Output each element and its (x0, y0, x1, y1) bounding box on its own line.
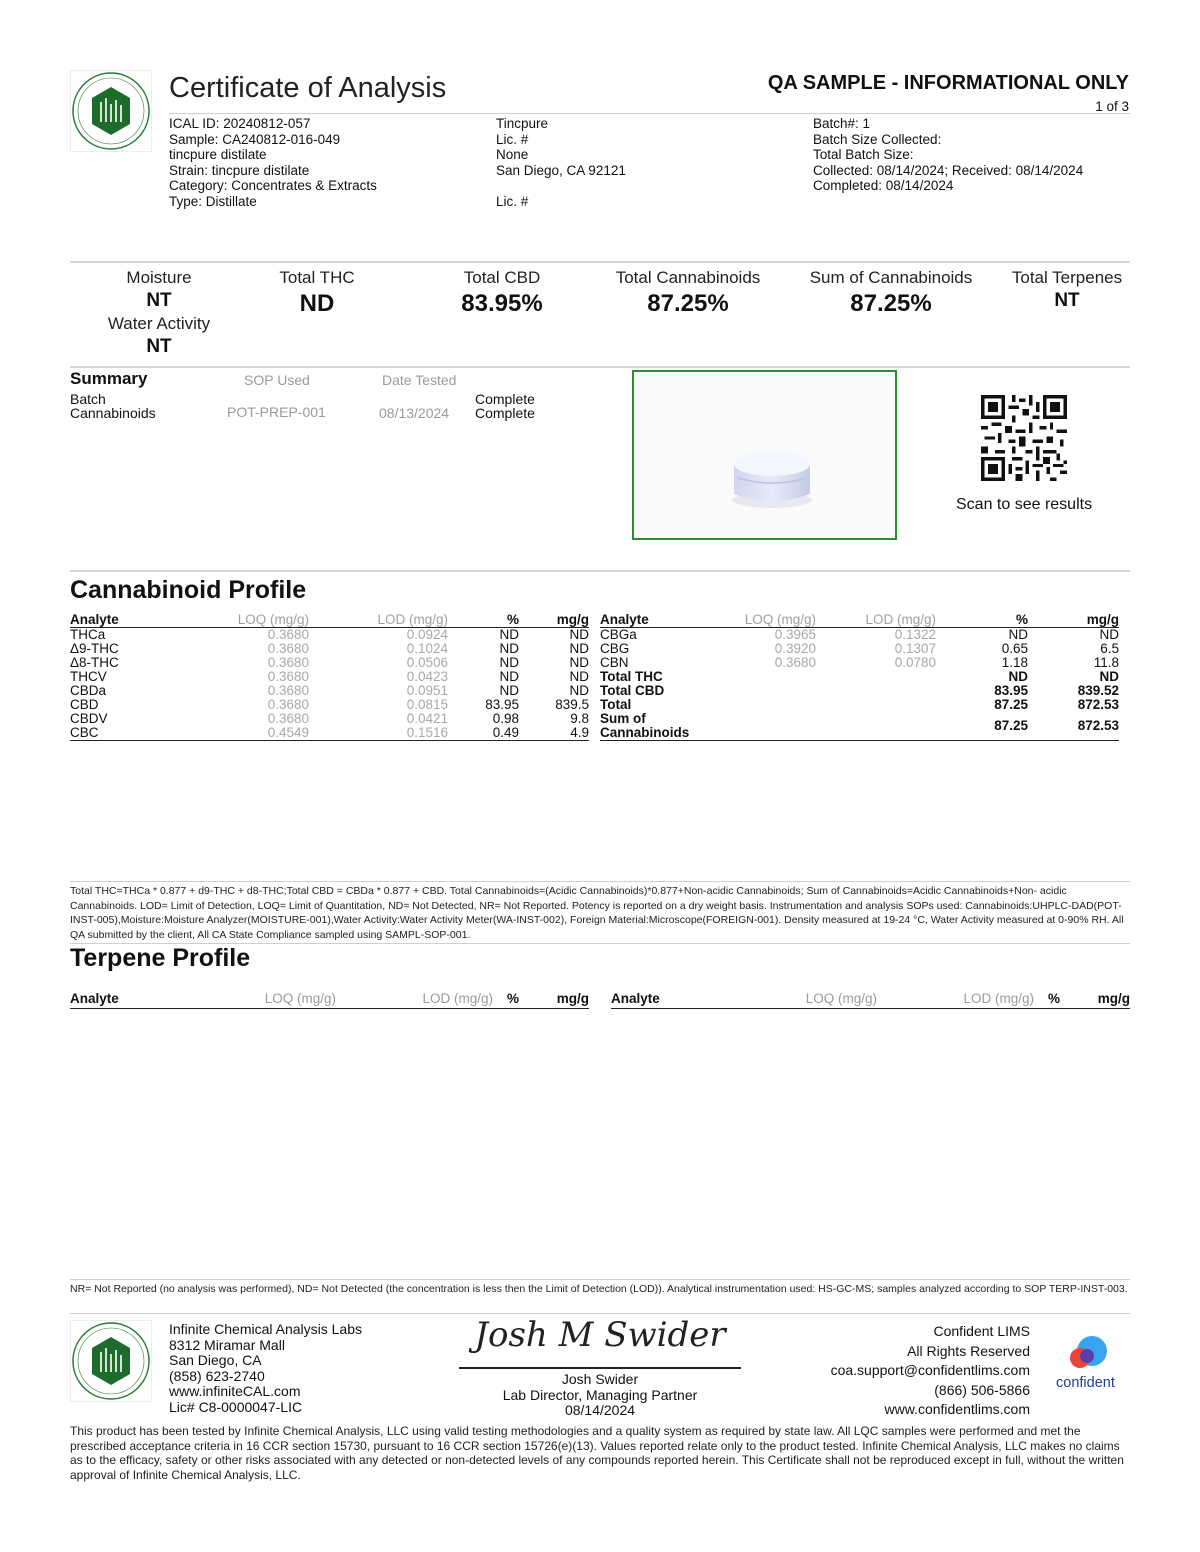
cell-pct: ND (499, 655, 519, 670)
cell-analyte: THCV (70, 669, 107, 684)
cell-analyte: CBD (70, 697, 99, 712)
header-divider (169, 113, 1130, 114)
sign-date: 08/14/2024 (564, 1402, 636, 1418)
terpene-footnote: NR= Not Reported (no analysis was performed), ND= Not Detected (the concentration is less then the Limit of Detection (LOD)). Analytical instrumentation used: HS-GC-MS; samples analyzed according to SOP TERP-INST-003. (70, 1283, 1128, 1295)
kpi-value: ND (299, 290, 335, 317)
qr-code[interactable] (981, 395, 1067, 481)
col-loq: LOQ (mg/g) (160, 612, 309, 628)
cell-pct: ND (499, 627, 519, 642)
total-pct: 87.25 (994, 697, 1028, 712)
cell-mgg: ND (569, 627, 589, 642)
total-mgg: ND (1099, 669, 1119, 684)
kpi-label: Total Terpenes (1011, 268, 1123, 287)
cell-analyte: Δ8-THC (70, 655, 119, 670)
cell-mgg: ND (569, 655, 589, 670)
cell-analyte: CBN (600, 655, 629, 670)
kpi-value: NT (146, 290, 172, 311)
sample-photo (632, 370, 897, 540)
lims-line: All Rights Reserved (907, 1342, 1030, 1359)
table-row (70, 656, 589, 670)
lims-website[interactable]: www.confidentlims.com (884, 1401, 1030, 1417)
cell-loq: 0.3680 (267, 641, 309, 656)
cell-loq: 0.3680 (267, 711, 309, 726)
table-row-sum (600, 712, 1119, 741)
col-analyte: Analyte (70, 612, 160, 628)
signer-block (459, 1372, 741, 1419)
kpi-label: Total THC (279, 268, 355, 287)
col-pct: % (1047, 991, 1060, 1006)
cannabinoid-table-right (600, 612, 1119, 741)
cannabinoid-title: Cannabinoid Profile (70, 576, 307, 604)
col-lod: LOD (mg/g) (963, 991, 1034, 1006)
cell-mgg: 11.8 (1093, 655, 1119, 670)
cell-pct: ND (499, 641, 519, 656)
kpi-total-terpenes (967, 268, 1167, 312)
terpene-title: Terpene Profile (70, 944, 251, 972)
kpi-top-divider (70, 261, 1130, 263)
col-loq: LOQ (mg/g) (264, 991, 336, 1006)
kpi-total-cannabinoids (588, 268, 788, 318)
sample-line: Strain: tincpure distilate (169, 162, 310, 178)
kpi-label: Sum of Cannabinoids (809, 268, 973, 287)
cell-loq: 0.3680 (774, 655, 816, 670)
kpi-total-cbd (402, 268, 602, 318)
cell-mgg: 6.5 (1100, 641, 1119, 656)
cell-pct: ND (1008, 627, 1028, 642)
col-mgg: mg/g (1028, 612, 1119, 628)
sum-label-2: Cannabinoids (600, 725, 690, 740)
ical-logo-footer (70, 1320, 152, 1402)
cell-mgg: 9.8 (570, 711, 589, 726)
table-header-row (600, 612, 1119, 628)
kpi-value: NT (1054, 290, 1080, 311)
col-lod: LOD (mg/g) (816, 612, 936, 628)
cell-lod: 0.0924 (406, 627, 448, 642)
sample-line: Type: Distillate (169, 193, 257, 209)
lims-email[interactable]: coa.support@confidentlims.com (830, 1362, 1030, 1378)
sample-info (169, 116, 377, 209)
cell-loq: 0.3680 (267, 669, 309, 684)
total-mgg: 872.53 (1077, 697, 1119, 712)
client-line: None (496, 147, 529, 162)
summary-row-batch-label: Batch (70, 391, 106, 407)
sample-line: Category: Concentrates & Extracts (169, 178, 377, 193)
cell-lod: 0.0423 (406, 669, 448, 684)
batch-line: Batch#: 1 (813, 116, 871, 131)
summary-row-cann-date: 08/13/2024 (379, 405, 450, 421)
cell-lod: 0.1322 (894, 627, 936, 642)
col-mgg: mg/g (519, 612, 589, 628)
sum-pct: 87.25 (936, 712, 1028, 741)
cell-pct: 83.95 (485, 697, 519, 712)
col-analyte: Analyte (70, 991, 119, 1006)
sample-line: tincpure distilate (169, 147, 267, 162)
table-row (600, 642, 1119, 656)
client-line: Lic. # (496, 193, 529, 209)
sample-line: Sample: CA240812-016-049 (169, 131, 341, 147)
cell-loq: 0.3965 (774, 627, 816, 642)
confident-logo-icon (1066, 1334, 1112, 1374)
cell-mgg: ND (569, 683, 589, 698)
cell-lod: 0.1516 (309, 726, 448, 741)
lims-line: Confident LIMS (933, 1323, 1030, 1339)
signature: Josh M Swider (474, 1315, 726, 1355)
qa-banner: QA SAMPLE - INFORMATIONAL ONLY (767, 72, 1129, 94)
cell-mgg: ND (1099, 627, 1119, 642)
col-analyte: Analyte (611, 991, 660, 1006)
lims-info (831, 1322, 1030, 1420)
summary-row-batch-status: Complete (475, 391, 535, 407)
table-row (70, 628, 589, 643)
cell-pct: 0.98 (492, 711, 519, 726)
cell-lod: 0.0815 (406, 697, 448, 712)
cell-mgg: 4.9 (519, 726, 589, 741)
col-lod: LOD (mg/g) (309, 612, 448, 628)
confident-logo-text: confident (1056, 1375, 1115, 1391)
cell-loq: 0.3920 (774, 641, 816, 656)
total-label: Total THC (600, 669, 663, 684)
kpi-value: 87.25% (850, 290, 932, 317)
summary-row-cann-sop: POT-PREP-001 (227, 404, 326, 420)
cell-loq: 0.4549 (160, 726, 309, 741)
table-row (70, 670, 589, 684)
batch-line: Completed: 08/14/2024 (813, 178, 954, 193)
cell-mgg: 839.5 (555, 697, 589, 712)
lab-line: San Diego, CA (169, 1352, 262, 1368)
cell-loq: 0.3680 (267, 697, 309, 712)
summary-top-divider (70, 366, 1130, 368)
lims-line: (866) 506-5866 (934, 1381, 1030, 1398)
date-header: Date Tested (382, 372, 457, 388)
summary-row-cann-label: Cannabinoids (70, 405, 156, 421)
kpi-label: Moisture (126, 268, 192, 287)
page-number: 1 of 3 (1095, 99, 1129, 114)
summary-title: Summary (70, 369, 148, 388)
kpi-sum-cannabinoids (791, 268, 991, 318)
terpene-footnote-divider (70, 1279, 1130, 1280)
table-header-row (70, 612, 589, 628)
col-pct: % (448, 612, 519, 628)
lab-info (169, 1322, 362, 1415)
client-line (496, 178, 626, 194)
total-label: Total CBD (600, 683, 665, 698)
table-row-total (600, 670, 1119, 684)
lab-line: www.infiniteCAL.com (169, 1383, 301, 1399)
table-row-total (600, 698, 1119, 712)
signature-line (459, 1367, 741, 1369)
cell-pct: ND (499, 683, 519, 698)
cell-mgg: ND (569, 669, 589, 684)
cell-loq: 0.3680 (267, 627, 309, 642)
total-pct: ND (1008, 669, 1028, 684)
table-row-total (600, 684, 1119, 698)
sum-mgg: 872.53 (1028, 712, 1119, 741)
client-line: Tincpure (496, 116, 549, 131)
cell-lod: 0.0780 (894, 655, 936, 670)
ical-logo (70, 70, 152, 152)
cell-analyte: CBG (600, 641, 630, 656)
batch-line: Total Batch Size: (813, 147, 914, 162)
disclaimer: This product has been tested by Infinite Chemical Analysis, LLC using valid testing methodologies and a quality system as required by state law. All LQC samples were performed and met the prescribed acceptance criteria in 16 CCR section 15730, pursuant to 16 CCR section 15726(e)(13). Values reported relate only to the product tested. Infinite Chemical Analysis, LLC makes no claims as to the efficacy, safety or other risks associated with any detected or non-detected levels of any compounds reported herein. This Certificate shall not be reproduced except in full, without the written approval of Infinite Chemical Analysis, LLC. (70, 1424, 1124, 1482)
page-title: Certificate of Analysis (169, 72, 447, 104)
table-row (600, 656, 1119, 670)
table-row (70, 726, 589, 741)
sample-line: ICAL ID: 20240812-057 (169, 116, 311, 131)
total-pct: 83.95 (994, 683, 1028, 698)
total-label: Total (600, 697, 632, 712)
col-pct: % (936, 612, 1028, 628)
signer-name: Josh Swider (561, 1371, 639, 1387)
client-line: Lic. # (496, 131, 529, 147)
footer-divider (70, 1313, 1130, 1314)
kpi-label: Total Cannabinoids (615, 268, 761, 287)
lab-line: Lic# C8-0000047-LIC (169, 1398, 303, 1415)
terpene-header-right (611, 991, 1130, 1009)
col-loq: LOQ (mg/g) (805, 991, 877, 1006)
sop-header: SOP Used (244, 372, 310, 388)
sum-label (600, 712, 700, 741)
total-mgg: 839.52 (1077, 683, 1119, 698)
col-analyte: Analyte (600, 612, 700, 628)
cell-pct: 0.65 (1001, 641, 1028, 656)
qr-caption: Scan to see results (956, 496, 1093, 513)
kpi-value: 83.95% (461, 290, 543, 317)
cell-analyte: Δ9-THC (70, 641, 119, 656)
kpi-total-thc (217, 268, 417, 318)
table-row (600, 628, 1119, 643)
cell-pct: 1.18 (1001, 655, 1028, 670)
col-lod: LOD (mg/g) (422, 991, 493, 1006)
cell-lod: 0.1307 (894, 641, 936, 656)
cell-mgg: ND (569, 641, 589, 656)
col-loq: LOQ (mg/g) (700, 612, 816, 628)
kpi-label: Total CBD (463, 268, 541, 287)
batch-line: Collected: 08/14/2024; Received: 08/14/2024 (813, 162, 1084, 178)
table-row (70, 642, 589, 656)
client-line: San Diego, CA 92121 (496, 162, 626, 178)
col-mgg: mg/g (556, 991, 589, 1006)
sum-label-1: Sum of (600, 711, 646, 726)
lab-line: (858) 623-2740 (169, 1367, 265, 1384)
lab-line: 8312 Miramar Mall (169, 1336, 285, 1353)
col-mgg: mg/g (1097, 991, 1130, 1006)
cell-lod: 0.0506 (406, 655, 448, 670)
kpi-label: Water Activity (107, 314, 211, 333)
cannabinoid-top-divider (70, 570, 1130, 572)
cannabinoid-footnote: Total THC=THCa * 0.877 + d9-THC + d8-THC;Total CBD = CBDa * 0.877 + CBD. Total Cannabinoids=(Acidic Cannabinoids)*0.877+Non-acidic Cannabinoids; Sum of Cannabinoids=Acidic Cannabinoids+Non- acidic Cannabinoids. LOD= Limit of Detection, LOQ= Limit of Quantitation, ND= Not Detected, NR= Not Reported. Potency is reported on a dry weight basis. Instrumentation and analysis SOPs used: Cannabinoids:UHPLC-DAD(POT-INST-005),Moisture:Moisture Analyzer(MOISTURE-001),Water Activity:Water Activity Meter(WA-INST-002), Foreign Material:Microscope(FOREIGN-001). Density measured at 19-24 °C, Water Activity measured at 0-90% RH. All QA submitted by the client, All CA State Compliance sampled using SAMPL-SOP-001. (70, 885, 1124, 941)
jar-image (634, 372, 895, 538)
cell-pct: ND (499, 669, 519, 684)
table-row (70, 698, 589, 712)
footnote-divider (70, 881, 1130, 882)
batch-info (813, 116, 1083, 194)
lab-line: Infinite Chemical Analysis Labs (169, 1321, 362, 1337)
col-pct: % (506, 991, 519, 1006)
cell-lod: 0.0951 (406, 683, 448, 698)
cell-pct: 0.49 (448, 726, 519, 741)
terpene-header-left (70, 991, 589, 1009)
cell-analyte: CBDa (70, 683, 107, 698)
batch-line: Batch Size Collected: (813, 131, 942, 147)
kpi-value: NT (146, 336, 172, 357)
summary-row-cann-status: Complete (475, 405, 535, 421)
table-row (70, 684, 589, 698)
table-row (70, 712, 589, 726)
cell-loq: 0.3680 (267, 683, 309, 698)
cell-analyte: THCa (70, 627, 106, 642)
signer-title: Lab Director, Managing Partner (502, 1386, 698, 1403)
cell-loq: 0.3680 (267, 655, 309, 670)
cell-lod: 0.0421 (406, 711, 448, 726)
cell-analyte: CBC (70, 726, 160, 741)
kpi-value: 87.25% (647, 290, 729, 317)
cell-analyte: CBDV (70, 711, 108, 726)
cell-analyte: CBGa (600, 627, 637, 642)
cannabinoid-table-left (70, 612, 589, 741)
client-info (496, 116, 626, 209)
cell-lod: 0.1024 (406, 641, 448, 656)
